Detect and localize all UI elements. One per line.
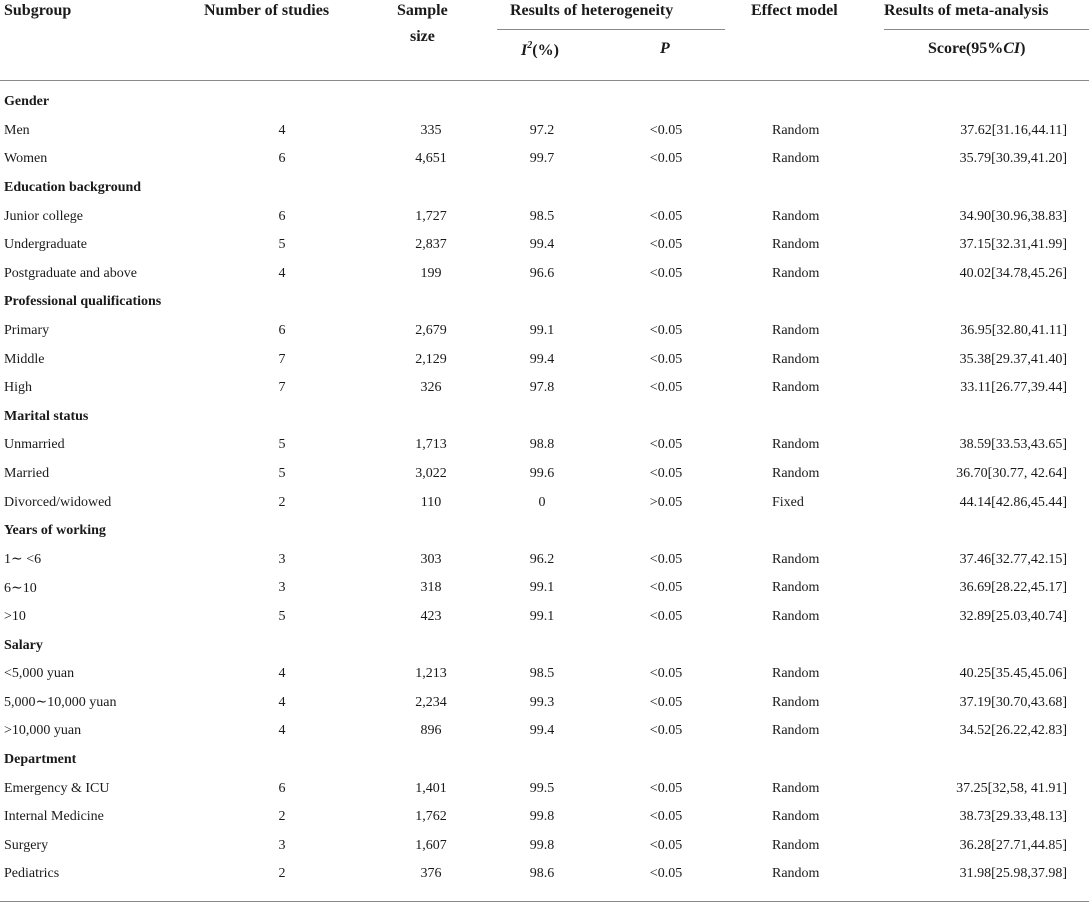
table-row (0, 688, 1089, 717)
i2-cell: 99.5 (529, 780, 555, 796)
p-symbol: P (660, 40, 670, 57)
sample-size-cell: 318 (420, 580, 442, 596)
meta-result-cell: 34.52[26.22,42.83] (959, 723, 1067, 739)
i2-cell: 99.7 (529, 151, 555, 167)
i2-cell: 99.4 (529, 237, 555, 253)
p-value-cell: <0.05 (649, 323, 683, 339)
p-value-cell: <0.05 (649, 837, 683, 853)
table-row (0, 231, 1089, 260)
p-value-cell: <0.05 (649, 351, 683, 367)
meta-result-cell: 37.15[32.31,41.99] (959, 237, 1067, 253)
number-of-studies-cell: 2 (278, 494, 286, 510)
i2-cell: 97.8 (529, 380, 555, 396)
p-value-cell: <0.05 (649, 122, 683, 138)
i2-cell: 99.1 (529, 608, 555, 624)
subgroup-cell: Women (4, 151, 48, 167)
p-value-cell: <0.05 (649, 466, 683, 482)
subgroup-cell: >10 (4, 608, 26, 624)
number-of-studies-cell: 5 (278, 608, 286, 624)
sample-size-cell: 110 (420, 494, 442, 510)
effect-model-cell: Random (772, 580, 820, 596)
table-body (0, 88, 1089, 889)
p-value-cell: <0.05 (649, 809, 683, 825)
meta-result-cell: 40.25[35.45,45.06] (959, 666, 1067, 682)
subgroup-cell: Men (4, 122, 30, 138)
i2-cell: 98.5 (529, 208, 555, 224)
subgroup-cell: Middle (4, 351, 45, 367)
number-of-studies-cell: 4 (278, 723, 286, 739)
number-of-studies-cell: 5 (278, 466, 286, 482)
subgroup-cell: Undergraduate (4, 237, 87, 253)
score-ci: CI (1003, 40, 1021, 57)
p-value-cell: >0.05 (649, 494, 683, 510)
subgroup-cell: >10,000 yuan (4, 723, 82, 739)
effect-model-cell: Random (772, 323, 820, 339)
effect-model-cell: Random (772, 837, 820, 853)
score-prefix: Score(95% (928, 40, 1004, 57)
meta-result-cell: 33.11[26.77,39.44] (960, 380, 1067, 396)
meta-result-cell: 44.14[42.86,45.44] (959, 494, 1067, 510)
number-of-studies-cell: 5 (278, 437, 286, 453)
sample-size-cell: 4,651 (415, 151, 447, 167)
subgroup-cell: Surgery (4, 837, 49, 853)
group-label: Professional qualifications (4, 294, 162, 310)
table-row (0, 345, 1089, 374)
sample-size-cell: 1,762 (415, 809, 447, 825)
number-of-studies-cell: 4 (278, 122, 286, 138)
i2-cell: 0 (538, 494, 546, 510)
table-row (0, 431, 1089, 460)
header-sample-size-line1: Sample (397, 2, 448, 19)
group-label: Education background (4, 180, 142, 196)
header-i2 (521, 40, 559, 60)
sample-size-cell: 2,837 (415, 237, 447, 253)
header-p (660, 40, 670, 58)
header-subgroup: Subgroup (4, 2, 72, 19)
p-value-cell: <0.05 (649, 780, 683, 796)
subgroup-cell: 5,000∼10,000 yuan (4, 695, 117, 711)
effect-model-cell: Random (772, 551, 820, 567)
meta-result-cell: 36.70[30.77, 42.64] (956, 466, 1067, 482)
i2-cell: 99.1 (529, 323, 555, 339)
table-row (0, 145, 1089, 174)
subgroup-cell: Divorced/widowed (4, 494, 112, 510)
effect-model-cell: Random (772, 265, 820, 281)
sample-size-cell: 2,234 (415, 694, 447, 710)
table-row (0, 831, 1089, 860)
p-value-cell: <0.05 (649, 437, 683, 453)
p-value-cell: <0.05 (649, 551, 683, 567)
p-value-cell: <0.05 (649, 694, 683, 710)
i2-cell: 99.3 (529, 694, 555, 710)
meta-result-cell: 36.69[28.22,45.17] (959, 580, 1067, 596)
subgroup-cell: 1∼ <6 (4, 552, 42, 568)
effect-model-cell: Random (772, 694, 820, 710)
i2-cell: 98.8 (529, 437, 555, 453)
meta-result-cell: 37.19[30.70,43.68] (959, 694, 1067, 710)
table-row (0, 317, 1089, 346)
number-of-studies-cell: 6 (278, 323, 286, 339)
effect-model-cell: Random (772, 208, 820, 224)
subgroup-cell: Married (4, 466, 50, 482)
p-value-cell: <0.05 (649, 237, 683, 253)
table-bottom-rule (0, 901, 1089, 902)
effect-model-cell: Random (772, 380, 820, 396)
i2-cell: 99.4 (529, 723, 555, 739)
table-row (0, 603, 1089, 632)
i2-unit: (%) (532, 42, 559, 59)
header-sample-size-line2: size (410, 28, 435, 45)
table-row (0, 117, 1089, 146)
meta-result-cell: 35.79[30.39,41.20] (959, 151, 1067, 167)
i2-cell: 99.8 (529, 837, 555, 853)
p-value-cell: <0.05 (649, 866, 683, 882)
group-header-row (0, 403, 1089, 432)
table-row (0, 574, 1089, 603)
sample-size-cell: 1,607 (415, 837, 447, 853)
group-header-row (0, 631, 1089, 660)
sample-size-cell: 376 (420, 866, 442, 882)
p-value-cell: <0.05 (649, 723, 683, 739)
group-label: Marital status (4, 408, 89, 424)
subgroup-cell: Emergency & ICU (4, 780, 110, 796)
number-of-studies-cell: 7 (278, 380, 286, 396)
table-row (0, 260, 1089, 289)
subgroup-cell: Unmarried (4, 437, 65, 453)
header-bottom-rule (0, 80, 1089, 81)
effect-model-cell: Random (772, 351, 820, 367)
i2-cell: 99.6 (529, 466, 555, 482)
effect-model-cell: Random (772, 780, 820, 796)
number-of-studies-cell: 2 (278, 866, 286, 882)
number-of-studies-cell: 6 (278, 208, 286, 224)
group-label: Salary (4, 637, 43, 653)
group-header-row (0, 517, 1089, 546)
subgroup-cell: Primary (4, 323, 50, 339)
i2-symbol: I (521, 42, 528, 59)
meta-analysis-underline (884, 29, 1089, 30)
group-label: Years of working (4, 523, 106, 539)
effect-model-cell: Random (772, 466, 820, 482)
sample-size-cell: 896 (420, 723, 442, 739)
effect-model-cell: Fixed (772, 494, 804, 510)
number-of-studies-cell: 4 (278, 694, 286, 710)
subgroup-cell: 6∼10 (4, 580, 37, 596)
sample-size-cell: 2,679 (415, 323, 447, 339)
sample-size-cell: 335 (420, 122, 442, 138)
effect-model-cell: Random (772, 723, 820, 739)
effect-model-cell: Random (772, 122, 820, 138)
sample-size-cell: 423 (420, 608, 442, 624)
header-meta-analysis: Results of meta-analysis (884, 2, 1049, 19)
meta-result-cell: 37.25[32,58, 41.91] (956, 780, 1067, 796)
table-row (0, 660, 1089, 689)
meta-result-cell: 38.73[29.33,48.13] (959, 809, 1067, 825)
effect-model-cell: Random (772, 237, 820, 253)
meta-result-cell: 38.59[33.53,43.65] (959, 437, 1067, 453)
sample-size-cell: 1,401 (415, 780, 447, 796)
effect-model-cell: Random (772, 666, 820, 682)
score-suffix: ) (1020, 40, 1026, 57)
p-value-cell: <0.05 (649, 380, 683, 396)
sample-size-cell: 1,713 (415, 437, 447, 453)
number-of-studies-cell: 6 (278, 780, 286, 796)
table-row (0, 488, 1089, 517)
group-header-row (0, 746, 1089, 775)
group-label: Gender (4, 94, 50, 110)
number-of-studies-cell: 7 (278, 351, 286, 367)
number-of-studies-cell: 3 (278, 837, 286, 853)
i2-cell: 98.6 (529, 866, 555, 882)
i2-cell: 99.8 (529, 809, 555, 825)
subgroup-cell: <5,000 yuan (4, 666, 75, 682)
table-row (0, 202, 1089, 231)
meta-result-cell: 35.38[29.37,41.40] (959, 351, 1067, 367)
header-heterogeneity: Results of heterogeneity (510, 2, 674, 19)
sample-size-cell: 199 (420, 265, 442, 281)
subgroup-cell: Internal Medicine (4, 809, 104, 825)
subgroup-cell: Pediatrics (4, 866, 60, 882)
effect-model-cell: Random (772, 437, 820, 453)
p-value-cell: <0.05 (649, 151, 683, 167)
meta-result-cell: 40.02[34.78,45.26] (959, 265, 1067, 281)
group-header-row (0, 88, 1089, 117)
p-value-cell: <0.05 (649, 608, 683, 624)
p-value-cell: <0.05 (649, 580, 683, 596)
i2-cell: 99.1 (529, 580, 555, 596)
number-of-studies-cell: 6 (278, 151, 286, 167)
table-row (0, 460, 1089, 489)
p-value-cell: <0.05 (649, 265, 683, 281)
number-of-studies-cell: 2 (278, 809, 286, 825)
number-of-studies-cell: 4 (278, 666, 286, 682)
table-row (0, 860, 1089, 889)
subgroup-cell: Junior college (4, 208, 83, 224)
table-row (0, 374, 1089, 403)
meta-result-cell: 36.28[27.71,44.85] (959, 837, 1067, 853)
meta-result-cell: 36.95[32.80,41.11] (960, 323, 1067, 339)
i2-cell: 98.5 (529, 666, 555, 682)
data-table (0, 88, 1089, 889)
sample-size-cell: 2,129 (415, 351, 447, 367)
i2-cell: 96.2 (529, 551, 555, 567)
sample-size-cell: 3,022 (415, 466, 447, 482)
effect-model-cell: Random (772, 608, 820, 624)
group-header-row (0, 288, 1089, 317)
group-label: Department (4, 751, 77, 767)
group-header-row (0, 174, 1089, 203)
effect-model-cell: Random (772, 866, 820, 882)
sample-size-cell: 1,213 (415, 666, 447, 682)
table-row (0, 546, 1089, 575)
i2-cell: 97.2 (529, 122, 555, 138)
number-of-studies-cell: 3 (278, 551, 286, 567)
i2-superscript: 2 (527, 40, 533, 51)
meta-result-cell: 32.89[25.03,40.74] (959, 608, 1067, 624)
sample-size-cell: 326 (420, 380, 442, 396)
effect-model-cell: Random (772, 809, 820, 825)
header-effect-model: Effect model (751, 2, 838, 19)
effect-model-cell: Random (772, 151, 820, 167)
i2-cell: 99.4 (529, 351, 555, 367)
number-of-studies-cell: 5 (278, 237, 286, 253)
p-value-cell: <0.05 (649, 208, 683, 224)
subgroup-cell: Postgraduate and above (4, 265, 137, 281)
meta-result-cell: 37.46[32.77,42.15] (959, 551, 1067, 567)
meta-result-cell: 34.90[30.96,38.83] (959, 208, 1067, 224)
number-of-studies-cell: 4 (278, 265, 286, 281)
table-row (0, 717, 1089, 746)
subgroup-cell: High (4, 380, 32, 396)
sample-size-cell: 1,727 (415, 208, 447, 224)
meta-result-cell: 31.98[25.98,37.98] (959, 866, 1067, 882)
heterogeneity-underline (497, 29, 725, 30)
meta-result-cell: 37.62[31.16,44.11] (960, 122, 1067, 138)
header-number-of-studies: Number of studies (204, 2, 330, 19)
i2-cell: 96.6 (529, 265, 555, 281)
sample-size-cell: 303 (420, 551, 442, 567)
number-of-studies-cell: 3 (278, 580, 286, 596)
table-row (0, 774, 1089, 803)
p-value-cell: <0.05 (649, 666, 683, 682)
table-row (0, 803, 1089, 832)
header-score (928, 40, 1025, 58)
